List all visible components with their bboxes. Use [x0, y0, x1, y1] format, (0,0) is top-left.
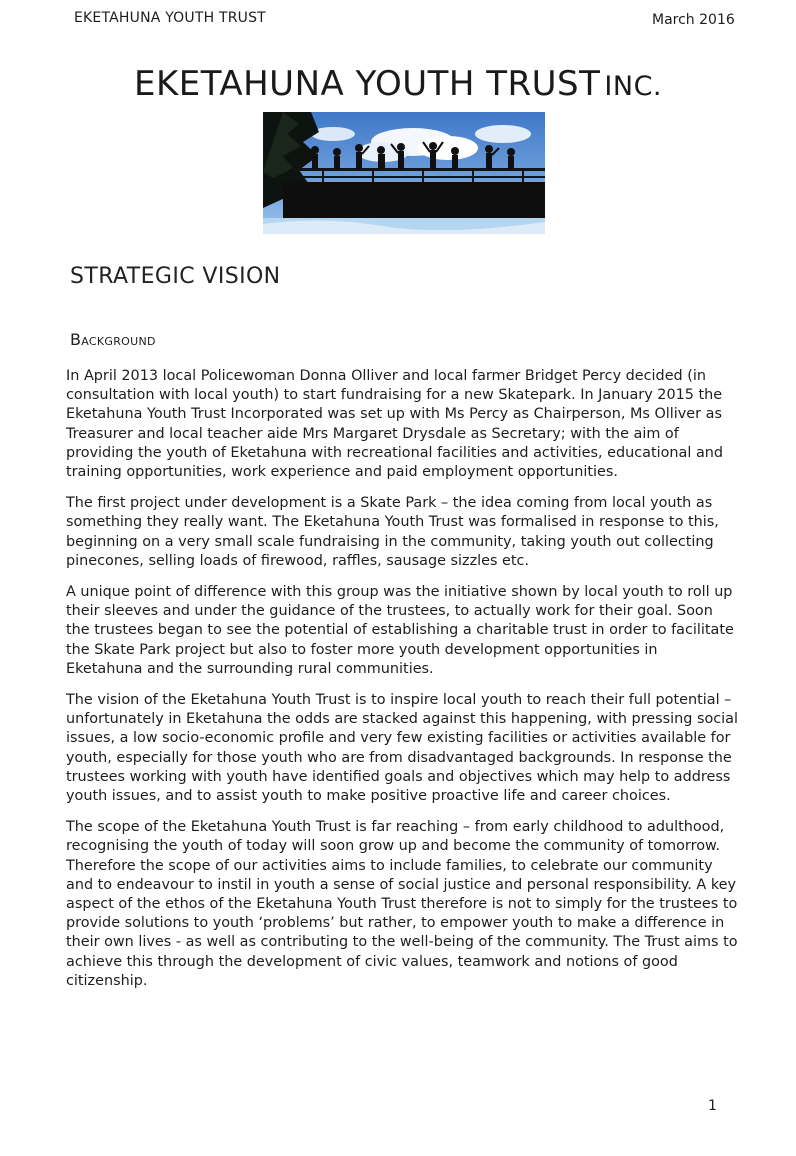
header-organization: EKETAHUNA YOUTH TRUST — [74, 10, 266, 26]
paragraph-5: The scope of the Eketahuna Youth Trust is far reaching – from early childhood to adulthood, recognising the youth of today will soon grow up and become the community of tomorrow. Therefore the scope of our activities aims to include families, to celebrate our community and to endeavour to instil in youth a sense of social justice and personal responsibility. A key aspect of the ethos of the Eketahuna Youth Trust therefore is not to simply for the trustees to provide solutions to youth ‘problems’ but rather, to empower youth to make a difference in their own lives - as well as contributing to the well-being of the community. The Trust aims to achieve this through the development of civic values, teamwork and notions of good citizenship. — [66, 819, 738, 989]
header-date: March 2016 — [652, 12, 735, 28]
title-main: EKETAHUNA YOUTH TRUST — [133, 64, 601, 104]
paragraph-3: A unique point of difference with this group was the initiative shown by local youth to roll up their sleeves and under the guidance of the trustees, to actually work for their goal. Soon the trustees began to see the potential of establishing a charitable trust in order to facilitate the Skate Park project but also to foster more youth development opportunities in Eketahuna and the surrounding rural communities. — [66, 584, 734, 677]
title-suffix: INC. — [604, 71, 663, 102]
banner-image — [263, 112, 545, 234]
paragraph-4: The vision of the Eketahuna Youth Trust is to inspire local youth to reach their full potential – unfortunately in Eketahuna the odds are stacked against this happening, with pressing social issues, a low socio-economic profile and very few existing facilities or activities available for youth, especially for those youth who are from disadvantaged backgrounds. In response the trustees working with youth have identified goals and objectives which may help to address youth issues, and to assist youth to make positive proactive life and career choices. — [66, 692, 738, 805]
paragraph-1: In April 2013 local Policewoman Donna Olliver and local farmer Bridget Percy decided (in consultation with local youth) to start fundraising for a new Skatepark. In January 2015 the Eketahuna Youth Trust Incorporated was set up with Ms Percy as Chairperson, Ms Olliver as Treasurer and local teacher aide Mrs Margaret Drysdale as Secretary; with the aim of providing the youth of Eketahuna with recreational facilities and activities, educational and training opportunities, work experience and paid employment opportunities. — [66, 368, 724, 481]
body-text — [66, 367, 738, 1003]
background-subheading: Background — [70, 330, 156, 349]
paragraph-2: The first project under development is a Skate Park – the idea coming from local youth as something they really want. The Eketahuna Youth Trust was formalised in response to this, beginning on a very small scale fundraising in the community, taking youth out collecting pinecones, selling loads of firewood, raffles, sausage sizzles etc. — [66, 495, 719, 569]
section-title: STRATEGIC VISION — [70, 264, 281, 289]
document-title — [0, 64, 796, 104]
page-number: 1 — [708, 1098, 717, 1114]
